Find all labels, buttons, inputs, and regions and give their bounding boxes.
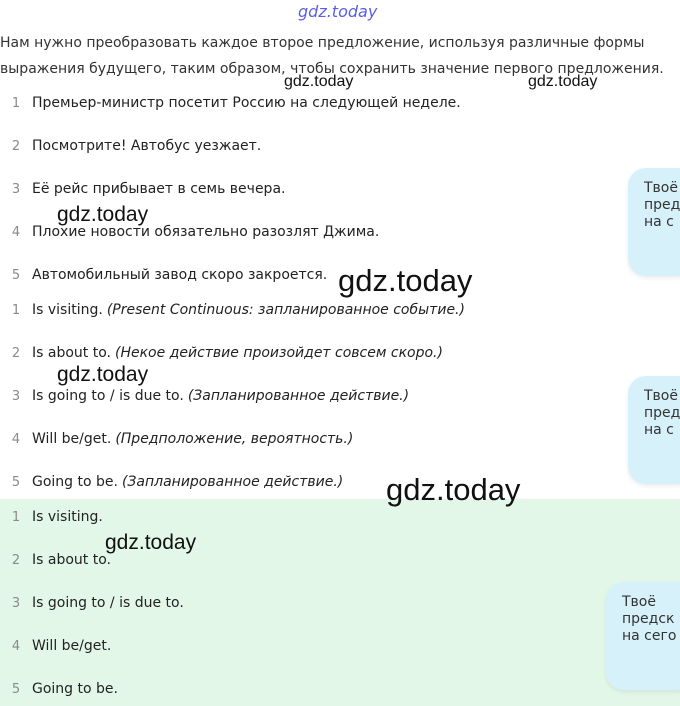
- answer-text: Is about to.: [32, 552, 111, 568]
- answer-note: (Некое действие произойдет совсем скоро.): [114, 345, 443, 361]
- row-number: 3: [11, 388, 21, 404]
- watermark: gdz.today: [386, 472, 521, 507]
- top-watermark: gdz.today: [298, 2, 378, 21]
- bubble-line: Твоё: [644, 180, 678, 196]
- bubble-line: предск: [622, 611, 675, 627]
- answer-note: (Запланированное действие.): [187, 388, 410, 404]
- bubble-line: на с: [644, 214, 674, 230]
- answer-text: Is about to.: [32, 345, 111, 361]
- prediction-bubble[interactable]: [628, 168, 680, 276]
- sentence-row: [0, 264, 327, 286]
- answer-text: Will be/get.: [32, 431, 112, 447]
- row-number: 1: [11, 95, 21, 111]
- row-number: 4: [11, 638, 21, 654]
- answer-note: (Запланированное действие.): [121, 474, 344, 490]
- intro-paragraph: [0, 30, 680, 82]
- final-answer-row: [0, 592, 184, 614]
- row-number: 1: [11, 302, 21, 318]
- answer-row: [0, 385, 409, 407]
- row-number: 5: [11, 474, 21, 490]
- watermark: gdz.today: [57, 203, 149, 226]
- watermark: gdz.today: [528, 73, 598, 90]
- sentence-row: [0, 178, 285, 200]
- row-number: 2: [11, 345, 21, 361]
- bubble-line: Твоё: [622, 594, 656, 610]
- row-number: 1: [11, 509, 21, 525]
- answer-row: [0, 471, 343, 493]
- sentence-row: [0, 221, 379, 243]
- answer-text: Going to be.: [32, 474, 118, 490]
- sentence-text: Плохие новости обязательно разозлят Джима.: [32, 224, 380, 240]
- sentence-text: Автомобильный завод скоро закроется.: [32, 267, 328, 283]
- sentence-text: Премьер-министр посетит Россию на следующей неделе.: [32, 95, 461, 111]
- bubble-line: на с: [644, 422, 674, 438]
- answer-text: Will be/get.: [32, 638, 112, 654]
- answer-text: Is going to / is due to.: [32, 595, 184, 611]
- final-answer-row: [0, 635, 111, 657]
- intro-line-2: выражения будущего, таким образом, чтобы сохранить значение первого предложения.: [0, 61, 664, 77]
- intro-line-1: Нам нужно преобразовать каждое второе предложение, используя различные формы: [0, 35, 645, 51]
- answer-row: [0, 342, 443, 364]
- answer-note: (Предположение, вероятность.): [115, 431, 354, 447]
- answer-text: Is visiting.: [32, 302, 103, 318]
- row-number: 3: [11, 595, 21, 611]
- answer-row: [0, 299, 465, 321]
- sentence-text: Посмотрите! Автобус уезжает.: [32, 138, 262, 154]
- watermark: gdz.today: [105, 531, 197, 554]
- bubble-line: на сего: [622, 628, 677, 644]
- prediction-bubble[interactable]: [628, 376, 680, 484]
- bubble-line: пред: [644, 405, 680, 421]
- row-number: 2: [11, 138, 21, 154]
- sentence-text: Её рейс прибывает в семь вечера.: [32, 181, 286, 197]
- sentence-row: [0, 92, 461, 114]
- watermark: gdz.today: [338, 263, 473, 298]
- answer-text: Going to be.: [32, 681, 118, 697]
- row-number: 3: [11, 181, 21, 197]
- row-number: 4: [11, 224, 21, 240]
- answer-row: [0, 428, 353, 450]
- row-number: 4: [11, 431, 21, 447]
- answer-text: Is visiting.: [32, 509, 103, 525]
- prediction-bubble[interactable]: [606, 582, 680, 690]
- sentence-row: [0, 135, 261, 157]
- answer-text: Is going to / is due to.: [32, 388, 184, 404]
- row-number: 5: [11, 681, 21, 697]
- final-answer-row: [0, 506, 103, 528]
- bubble-line: Твоё: [644, 388, 678, 404]
- row-number: 5: [11, 267, 21, 283]
- bubble-line: пред: [644, 197, 680, 213]
- watermark: gdz.today: [284, 73, 354, 90]
- row-number: 2: [11, 552, 21, 568]
- final-answer-row: [0, 549, 111, 571]
- answer-note: (Present Continuous: запланированное событие.): [106, 302, 465, 318]
- watermark: gdz.today: [57, 363, 149, 386]
- final-answer-row: [0, 678, 118, 700]
